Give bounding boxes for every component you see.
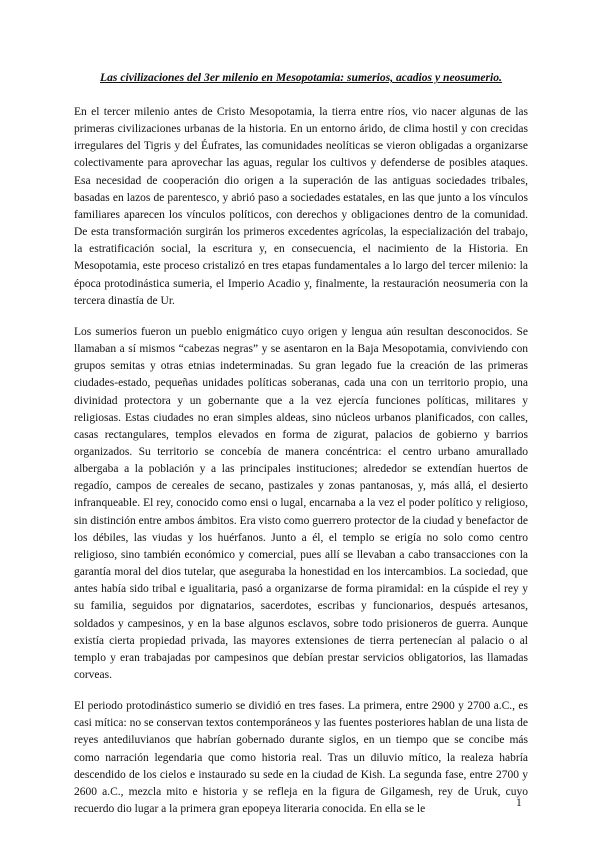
paragraph-protodynastic: El periodo protodinástico sumerio se dividió en tres fases. La primera, entre 2900 y 2700 a.C., es casi mítica: no se conservan textos contemporáneos y las fuentes posteriores hablan de una lista de reyes antediluvianos que habrían gobernado durante siglos, en un tiempo que se concibe más como narración legendaria que como historia real. Tras un diluvio mítico, la realeza habría descendido de los cielos e instaurado su sede en la ciudad de Kish. La segunda fase, entre 2700 y 2600 a.C., mezcla mito e historia y se refleja en la figura de Gilgamesh, rey de Uruk, cuyo recuerdo dio lugar a la primera gran epopeya literaria conocida. En ella se le — [74, 700, 528, 816]
page-number: 1 — [516, 797, 522, 809]
paragraph-introduction: En el tercer milenio antes de Cristo Mesopotamia, la tierra entre ríos, vio nacer algunas de las primeras civilizaciones urbanas de la historia. En un entorno árido, de clima hostil y con crecidas irregulares del Tigris y del Éufrates, las comunidades neolíticas se vieron obligadas a organizarse colectivamente para aprovechar las aguas, regular los cultivos y defenderse de posibles ataques. Esa necesidad de cooperación dio origen a la superación de las antiguas sociedades tribales, basadas en lazos de parentesco, y abrió paso a sociedades estatales, en las que junto a los vínculos familiares aparecen los vínculos políticos, con derechos y obligaciones dentro de la comunidad. De esta transformación surgirán los primeros excedentes agrícolas, la especialización del trabajo, la estratificación social, la escritura y, en consecuencia, el nacimiento de la Historia. En Mesopotamia, este proceso cristalizó en tres etapas fundamentales a lo largo del tercer milenio: la época protodinástica sumeria, el Imperio Acadio y, finalmente, la restauración neosumeria con la tercera dinastía de Ur. — [74, 106, 528, 307]
document-page — [74, 70, 528, 832]
paragraph-sumerians: Los sumerios fueron un pueblo enigmático cuyo origen y lengua aún resultan desconocidos. Se llamaban a sí mismos “cabezas negras” y se asentaron en la Baja Mesopotamia, conviviendo con grupos semitas y otras etnias indeterminadas. Su gran legado fue la creación de las primeras ciudades-estado, pequeñas unidades políticas soberanas, cada una con un territorio propio, una divinidad protectora y un gobernante que a la vez ejercía funciones políticas, militares y religiosas. Estas ciudades no eran simples aldeas, sino núcleos urbanos planificados, con calles, casas rectangulares, templos elevados en forma de zigurat, palacios de gobierno y barrios organizados. Su territorio se concebía de manera concéntrica: el centro urbano amurallado albergaba a la población y a las principales instituciones; alrededor se extendían huertos de regadío, campos de cereales de secano, pastizales y zonas pantanosas, y, más allá, el desierto infranqueable. El rey, conocido como ensi o lugal, encarnaba a la vez el poder político y religioso, sin distinción entre ambos ámbitos. Era visto como guerrero protector de la ciudad y benefactor de los débiles, las viudas y los huérfanos. Junto a él, el templo se erigía no solo como centro religioso, sino también económico y comercial, pues allí se llevaban a cabo transacciones con la garantía moral del dios tutelar, que aseguraba la honestidad en los intercambios. La sociedad, que antes había sido tribal e igualitaria, pasó a organizarse de forma piramidal: en la cúspide el rey y su familia, seguidos por dignatarios, sacerdotes, escribas y funcionarios, después artesanos, soldados y campesinos, y en la base algunos esclavos, sobre todo prisioneros de guerra. Aunque existía cierta propiedad privada, las mayores extensiones de tierra pertenecían al palacio o al templo y eran trabajadas por campesinos que debían prestar servicios obligatorios, las llamadas corveas. — [74, 325, 528, 681]
document-title: Las civilizaciones del 3er milenio en Mesopotamia: sumerios, acadios y neosumerio. — [100, 71, 502, 84]
